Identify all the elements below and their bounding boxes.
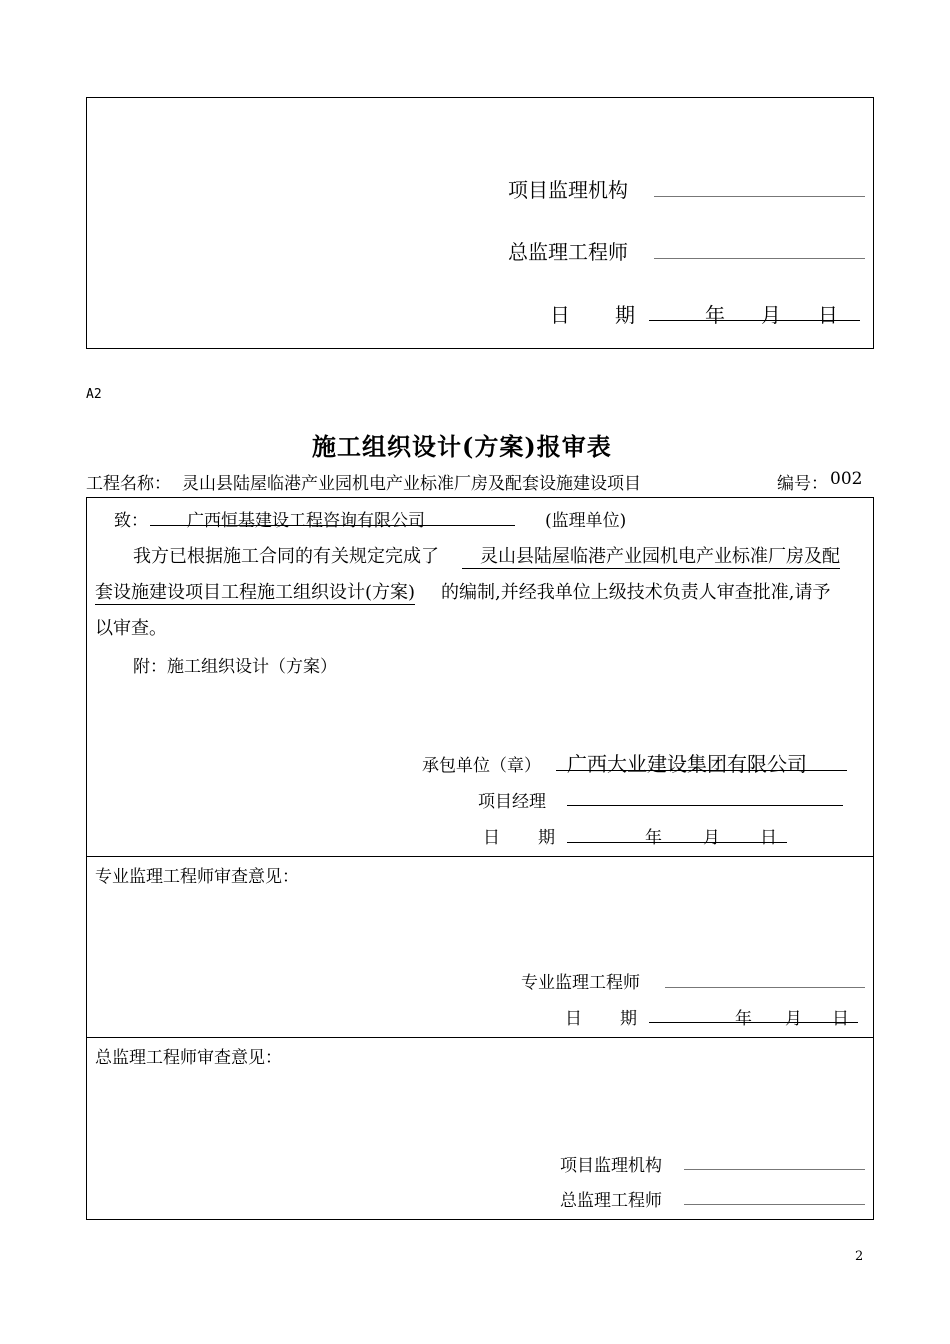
form-title: 施工组织设计(方案)报审表: [312, 432, 612, 461]
top-signature-box: [86, 97, 874, 349]
to-label: 致：: [114, 511, 148, 531]
s2-date-ri: 日: [565, 1009, 582, 1029]
form-code: A2: [86, 387, 102, 402]
manager-label: 项目经理: [478, 792, 546, 812]
s1-date-day: 日: [760, 828, 777, 848]
body-underlined-2: 套设施建设项目工程施工组织设计(方案): [95, 578, 415, 605]
s2-date-month: 月: [785, 1009, 802, 1029]
s1-date-ri: 日: [483, 828, 500, 848]
top-date-year: 年: [705, 303, 725, 327]
attachment-note: 附：施工组织设计（方案）: [133, 657, 337, 677]
s3-chief-signature-line: [684, 1204, 865, 1205]
s2-date-underline: [649, 1022, 858, 1023]
s3-chief-label: 总监理工程师: [560, 1191, 662, 1211]
top-chief-signature-line: [654, 258, 865, 259]
body-underlined-1: 灵山县陆屋临港产业园机电产业标准厂房及配: [462, 542, 840, 569]
s1-date-year: 年: [645, 828, 662, 848]
project-label: 工程名称：: [86, 474, 171, 494]
s1-date-qi: 期: [538, 828, 555, 848]
to-role: (监理单位): [545, 511, 627, 531]
body-prefix: 我方已根据施工合同的有关规定完成了: [133, 546, 439, 567]
s3-heading: 总监理工程师审查意见：: [95, 1048, 282, 1068]
top-org-label: 项目监理机构: [508, 178, 628, 202]
s3-org-signature-line: [684, 1169, 865, 1170]
top-date-month: 月: [761, 303, 781, 327]
section-divider-1: [86, 856, 874, 857]
project-name: 灵山县陆屋临港产业园机电产业标准厂房及配套设施建设项目: [182, 474, 641, 494]
form-table: [86, 497, 874, 1220]
top-org-signature-line: [654, 196, 865, 197]
s2-engineer-signature-line: [665, 987, 865, 988]
number-value: 002: [830, 469, 863, 489]
s1-date-underline: [567, 842, 787, 843]
number-label: 编号：: [777, 474, 828, 494]
top-date-qi: 期: [615, 303, 635, 327]
s3-org-label: 项目监理机构: [560, 1156, 662, 1176]
s2-date-qi: 期: [620, 1009, 637, 1029]
section-divider-2: [86, 1037, 874, 1038]
s2-date-day: 日: [832, 1009, 849, 1029]
page-number: 2: [855, 1249, 864, 1264]
to-company: 广西恒基建设工程咨询有限公司: [187, 511, 425, 531]
s1-date-month: 月: [703, 828, 720, 848]
s2-engineer-label: 专业监理工程师: [521, 973, 640, 993]
top-date-ri: 日: [550, 303, 570, 327]
top-chief-label: 总监理工程师: [508, 240, 628, 264]
body-suffix: 的编制,并经我单位上级技术负责人审查批准,请予: [441, 582, 831, 603]
s2-heading: 专业监理工程师审查意见：: [95, 867, 299, 887]
manager-signature-line: [567, 805, 843, 806]
s2-date-year: 年: [735, 1009, 752, 1029]
body-line3: 以审查。: [95, 618, 167, 639]
contractor-label: 承包单位（章）: [422, 756, 541, 776]
top-date-day: 日: [818, 303, 838, 327]
contractor-name: 广西大业建设集团有限公司: [567, 752, 807, 776]
